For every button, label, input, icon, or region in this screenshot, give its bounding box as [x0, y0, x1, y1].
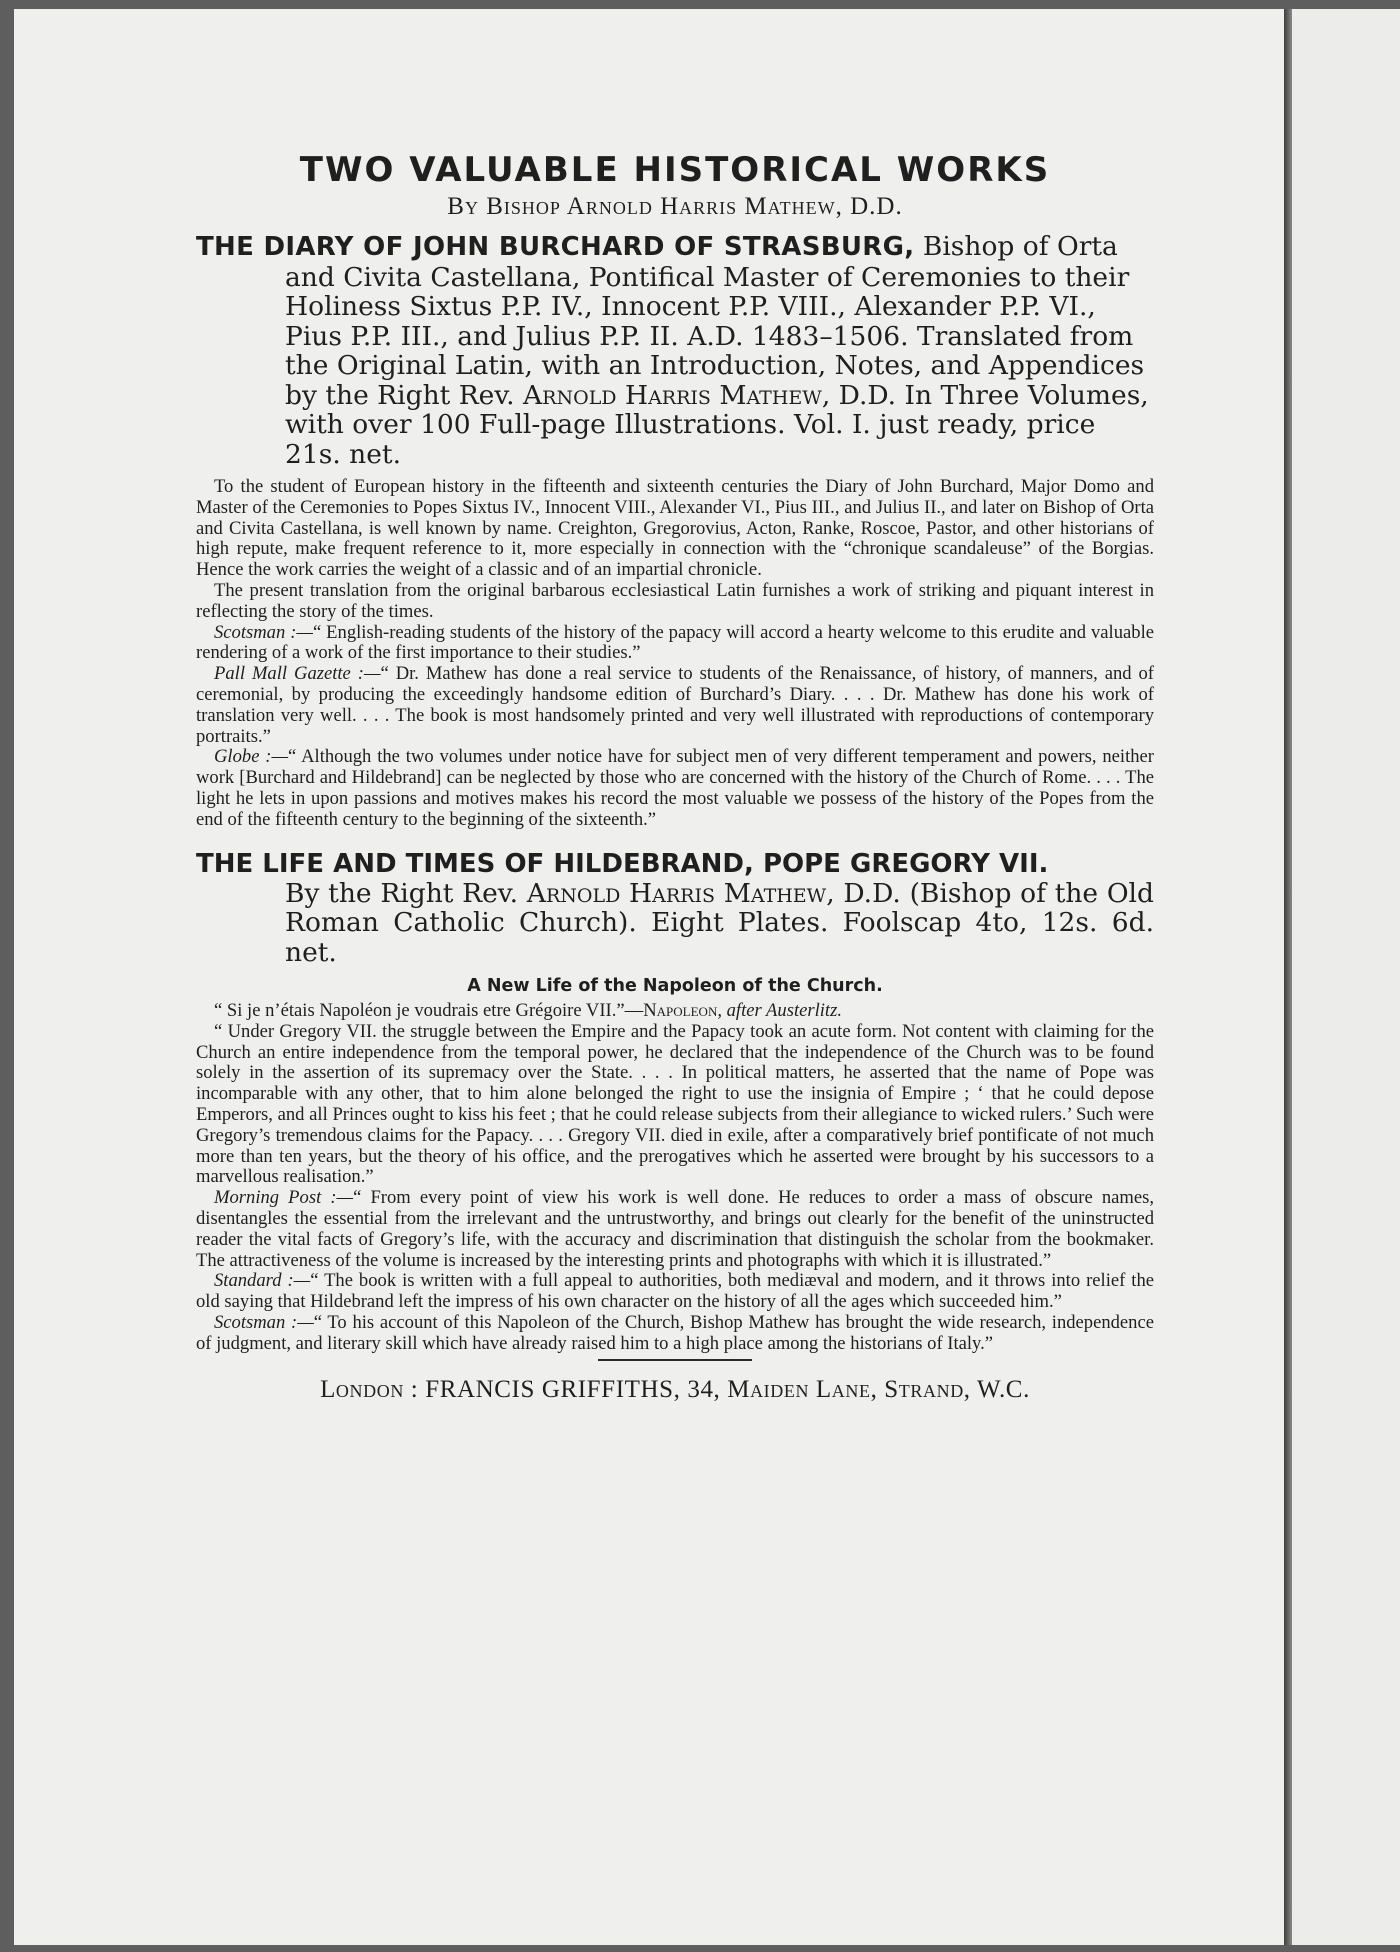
work2-title: THE LIFE AND TIMES OF HILDEBRAND, POPE GREGORY VII.	[196, 848, 1049, 879]
work2-subhead: A New Life of the Napoleon of the Church.	[467, 976, 883, 997]
footer-address: 34, Maiden Lane, Strand, W.C.	[687, 1375, 1030, 1403]
quote-context: , after Austerlitz.	[717, 1000, 842, 1022]
work2-desc-a: By the Right Rev.	[285, 877, 519, 909]
work1-description-2: , D.D. In Three Volumes, with over 100 Full-page Illustrations. Vol. I. just ready, price 21s. net.	[285, 379, 1149, 470]
facing-page-edge	[1292, 9, 1400, 1945]
review-text: “ Dr. Mathew has done a real service to students of the Renaissance, of history, of manners, and of ceremonial, by producing the exceedingly handsome edition of Burchard’s Diary. . . . Dr. Mathew has done his work of translation very well. . . . The book is most handsomely printed and very well illustrated with reproductions of contemporary portraits.”	[196, 663, 1154, 747]
work1-review	[196, 664, 1154, 747]
review-source: Scotsman :—	[214, 1312, 314, 1333]
review-text: “ Although the two volumes under notice have for subject men of very different temperament and powers, neither work [Burchard and Hildebrand] can be neglected by those who are concerned with the history of the Church of Rome. . . . The light he lets in upon passions and motives makes his record the most valuable we possess of the history of the Popes from the end of the fifteenth century to the beginning of the sixteenth.”	[196, 746, 1154, 830]
work2-description	[285, 879, 1154, 968]
divider-rule	[598, 1359, 752, 1361]
publisher-footer	[196, 1375, 1154, 1405]
page-title: TWO VALUABLE HISTORICAL WORKS	[299, 150, 1051, 190]
quote-author: Napoleon	[643, 1000, 718, 1022]
work2-review	[196, 1271, 1154, 1313]
review-text: “ To his account of this Napoleon of the Church, Bishop Mathew has brought the wide research, independence of judgment, and literary skill which have already raised him to a high place among the historians of Italy.”	[196, 1312, 1154, 1354]
work2-author: Arnold Harris Mathew	[526, 877, 827, 909]
work2-review	[196, 1188, 1154, 1271]
work1-entry	[196, 232, 1154, 469]
footer-publisher: FRANCIS GRIFFITHS,	[425, 1375, 681, 1403]
work1-para1: To the student of European history in the fifteenth and sixteenth centuries the Diary of John Burchard, Major Domo and Master of the Ceremonies to Popes Sixtus IV., Innocent VIII., Alexander VI., Pius III., and Julius II., and later on Bishop of Orta and Civita Castellana, is well known by name. Creighton, Gregorovius, Acton, Ranke, Roscoe, Pastor, and other historians of high repute, make frequent reference to it, more especially in connection with the “chronique scandaleuse” of the Borgias. Hence the work carries the weight of a classic and of an impartial chronicle.	[196, 476, 1154, 581]
work1-author: Arnold Harris Mathew	[523, 379, 822, 411]
work2-desc-b: , D.D. (Bishop of the Old Roman Catholic Church). Eight Plates. Foolscap 4to, 12s. 6d. net.	[285, 877, 1154, 968]
review-source: Morning Post :—	[214, 1187, 354, 1209]
napoleon-quote	[196, 1001, 1154, 1022]
review-text: “ The book is written with a full appeal to authorities, both mediæval and modern, and it throws into relief the old saying that Hildebrand left the impress of his own character on the history of all the ages which succeeded him.”	[196, 1270, 1154, 1313]
work1-para2: The present translation from the original barbarous ecclesiastical Latin furnishes a work of striking and piquant interest in reflecting the story of the times.	[196, 579, 1154, 622]
work1-review	[196, 623, 1154, 665]
quote-text: “ Si je n’étais Napoléon je voudrais etre Grégoire VII.”—	[214, 1000, 644, 1022]
review-text: “ English-reading students of the history of the papacy will accord a hearty welcome to this erudite and valuable rendering of a work of the first importance to their studies.”	[196, 621, 1154, 664]
work1-review	[196, 747, 1154, 830]
work2-para1: “ Under Gregory VII. the struggle between the Empire and the Papacy took an acute form. Not content with claiming for the Church an entire independence from the temporal power, he declared that the independence of the Church was to be found solely in the assertion of its supremacy over the State. . . . In political matters, he asserted that the name of Pope was incomparable with any other, that to him alone belonged the right to use the insignia of Empire ; ‘ that he could depose Emperors, and all Princes ought to kiss his feet ; that he could release subjects from their allegiance to wicked rulers.’ Such were Gregory’s tremendous claims for the Papacy. . . . Gregory VII. died in exile, after a comparatively brief pontificate of not much more than ten years, but the theory of his office, and the prerogatives which he asserted were brought by his successors to a marvellous realisation.”	[196, 1020, 1154, 1188]
review-source: Globe :—	[214, 746, 289, 768]
footer-city: London :	[320, 1375, 419, 1403]
advertisement-content	[196, 150, 1154, 1405]
page-gutter	[1284, 9, 1292, 1945]
review-text: “ From every point of view his work is well done. He reduces to order a mass of obscure names, disentangles the essential from the irrelevant and the untrustworthy, and brings out clearly for the benefit of the uninstructed reader the vital facts of Gregory’s life, with the accuracy and discrimination that distinguish the scholar from the bookmaker. The attractiveness of the volume is increased by the interesting prints and photographs with which it is illustrated.”	[196, 1187, 1155, 1271]
work2-review	[196, 1313, 1154, 1355]
review-source: Pall Mall Gazette :—	[214, 663, 381, 685]
review-source: Standard :—	[214, 1270, 311, 1292]
review-source: Scotsman :—	[214, 621, 313, 643]
work1-description: Bishop of Orta and Civita Castellana, Pontifical Master of Ceremonies to their Holiness Sixtus P.P. IV., Innocent P.P. VIII., Alexander P.P. VI., Pius P.P. III., and Julius P.P. II. A.D. 1483–1506. Translated from the Original Latin, with an Introduction, Notes, and Appendices by the Right Rev.	[285, 231, 1145, 411]
byline: By Bishop Arnold Harris Mathew, D.D.	[447, 193, 903, 220]
work1-title: THE DIARY OF JOHN BURCHARD OF STRASBURG,	[196, 232, 915, 262]
